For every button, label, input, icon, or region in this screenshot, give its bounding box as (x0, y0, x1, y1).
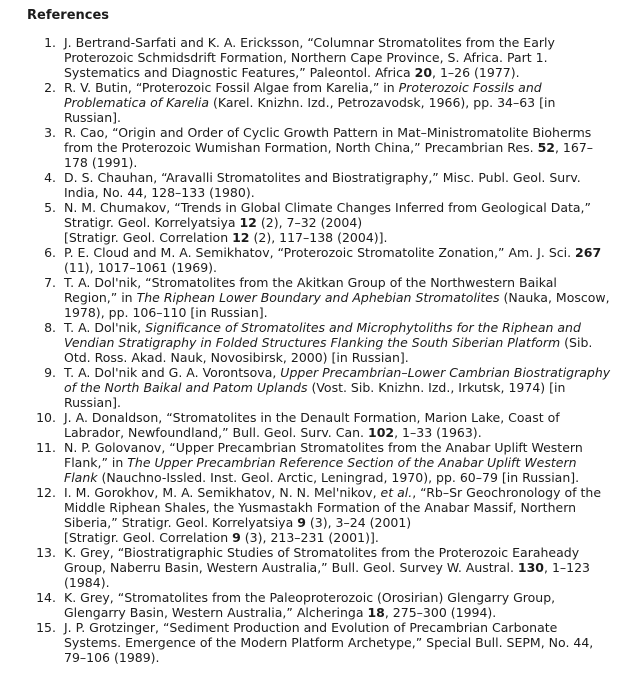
reference-number: 14. (36, 590, 56, 605)
reference-item (35, 80, 617, 125)
reference-segment: , 275–300 (1994). (384, 605, 497, 620)
reference-segment: K. Grey, “Biostratigraphic Studies of Stromatolites from the Proterozoic Earaheady Group, Naberru Basin, Western Australia,” Bull. Geol. Survey W. Austral. (64, 545, 580, 575)
reference-segment: (Karel. Knizhn. Izd., Petrozavodsk, 1966), pp. 34–63 [in Russian]. (64, 95, 556, 125)
reference-segment: P. E. Cloud and M. A. Semikhatov, “Proterozoic Stromatolite Zonation,” Am. J. Sci. (64, 245, 576, 260)
reference-item (35, 200, 617, 245)
reference-segment: (Vost. Sib. Knizhn. Izd., Irkutsk, 1974) [in Russian]. (64, 380, 566, 410)
reference-segment: , 1–33 (1963). (394, 425, 482, 440)
reference-item (35, 440, 617, 485)
reference-item (35, 545, 617, 590)
reference-segment: N. M. Chumakov, “Trends in Global Climate Changes Inferred from Geological Data,” Stratigr. Geol. Korrelyatsiya (64, 200, 592, 230)
reference-segment: (Sib. Otd. Ross. Akad. Nauk, Novosibirsk, 2000) [in Russian]. (64, 335, 593, 365)
reference-item (35, 365, 617, 410)
reference-text (56, 125, 612, 170)
reference-segment: T. A. Dol'nik, (64, 320, 146, 335)
reference-segment: , 1–123 (1984). (64, 560, 591, 590)
reference-segment: (2), 117–138 (2004)]. (249, 230, 388, 245)
reference-text (56, 200, 612, 245)
reference-segment: , “Rb–Sr Geochronology of the Middle Riphean Shales, the Yusmastakh Formation of the Anabar Massif, Northern Siberia,” Stratigr. Geol. Korrelyatsiya (64, 485, 602, 530)
reference-text (56, 365, 612, 410)
reference-number: 6. (44, 245, 56, 260)
reference-segment: et al. (380, 485, 413, 500)
reference-segment: [Stratigr. Geol. Correlation (64, 530, 233, 545)
reference-number: 4. (44, 170, 56, 185)
reference-segment: K. Grey, “Stromatolites from the Paleoproterozoic (Orosirian) Glengarry Group, Glengarry Basin, Western Australia,” Alcheringa (64, 590, 556, 620)
reference-number: 9. (44, 365, 56, 380)
reference-text (56, 245, 612, 275)
reference-segment: J. P. Grotzinger, “Sediment Production and Evolution of Precambrian Carbonate Systems. Emergence of the Modern Platform Archetype,” Special Bull. SEPM, No. 44, 79–106 (1989). (64, 620, 594, 665)
reference-number: 5. (44, 200, 56, 215)
reference-item (35, 275, 617, 320)
reference-text (56, 80, 612, 125)
reference-segment: (Nauchno-Issled. Inst. Geol. Arctic, Leningrad, 1970), pp. 60–79 [in Russian]. (97, 470, 580, 485)
reference-text (56, 35, 612, 80)
reference-item (35, 125, 617, 170)
reference-item (35, 485, 617, 545)
reference-item (35, 410, 617, 440)
reference-segment: 9 (297, 515, 306, 530)
reference-segment: (2), 7–32 (2004) (256, 215, 363, 230)
reference-item (35, 245, 617, 275)
reference-item (35, 35, 617, 80)
reference-segment: Upper Precambrian–Lower Cambrian Biostratigraphy of the North Baikal and Patom Uplands (64, 365, 611, 395)
reference-number: 13. (36, 545, 56, 560)
reference-segment: D. S. Chauhan, “Aravalli Stromatolites and Biostratigraphy,” Misc. Publ. Geol. Surv. India, No. 44, 128–133 (1980). (64, 170, 581, 200)
reference-segment: 102 (368, 425, 395, 440)
reference-item (35, 170, 617, 200)
reference-text (56, 275, 612, 320)
reference-text (56, 410, 612, 440)
reference-segment: The Riphean Lower Boundary and Aphebian Stromatolites (136, 290, 500, 305)
reference-segment: Proterozoic Fossils and Problematica of Karelia (64, 80, 542, 110)
reference-text (56, 620, 612, 665)
page-title: References (27, 8, 110, 23)
reference-segment: 12 (239, 215, 257, 230)
reference-text (56, 320, 612, 365)
reference-number: 11. (36, 440, 56, 455)
reference-number: 15. (36, 620, 56, 635)
reference-text (56, 545, 612, 590)
reference-segment: I. M. Gorokhov, M. A. Semikhatov, N. N. Mel'nikov, (64, 485, 381, 500)
reference-segment: (Nauka, Moscow, 1978), pp. 106–110 [in Russian]. (64, 290, 610, 320)
reference-segment: 18 (367, 605, 385, 620)
reference-segment: The Upper Precambrian Reference Section of the Anabar Uplift Western Flank (64, 455, 577, 485)
reference-item (35, 320, 617, 365)
reference-segment: , 167–178 (1991). (64, 140, 594, 170)
reference-segment: (3), 3–24 (2001) (305, 515, 412, 530)
reference-segment: N. P. Golovanov, “Upper Precambrian Stromatolites from the Anabar Uplift Western Flank,” in (64, 440, 583, 470)
reference-text (56, 485, 612, 545)
reference-number: 8. (44, 320, 56, 335)
reference-segment: 12 (232, 230, 250, 245)
reference-item (35, 620, 617, 665)
reference-number: 7. (44, 275, 56, 290)
reference-segment: 9 (232, 530, 241, 545)
reference-segment: 267 (575, 245, 602, 260)
reference-segment: Significance of Stromatolites and Microphytoliths for the Riphean and Vendian Stratigraphy in Folded Structures Flanking the South Siberian Platform (64, 320, 581, 350)
reference-text (56, 170, 612, 200)
reference-segment: J. A. Donaldson, “Stromatolites in the Denault Formation, Marion Lake, Coast of Labrador, Newfoundland,” Bull. Geol. Surv. Can. (64, 410, 560, 440)
reference-number: 2. (44, 80, 56, 95)
reference-number: 3. (44, 125, 56, 140)
reference-number: 10. (36, 410, 56, 425)
reference-item (35, 590, 617, 620)
reference-segment: T. A. Dol'nik and G. A. Vorontsova, (64, 365, 281, 380)
reference-segment: (3), 213–231 (2001)]. (240, 530, 379, 545)
reference-segment: , 1–26 (1977). (432, 65, 520, 80)
reference-segment: J. Bertrand-Sarfati and K. A. Ericksson, “Columnar Stromatolites from the Early Proterozoic Schmidsdrift Formation, Northern Cape Province, S. Africa. Part 1. Systematics and Diagnostic Features,” Paleontol. Africa (64, 35, 555, 80)
reference-text (56, 590, 612, 620)
reference-segment: 20 (414, 65, 433, 80)
reference-segment: R. Cao, “Origin and Order of Cyclic Growth Pattern in Mat–Ministromatolite Bioherms from the Proterozoic Wumishan Formation, North China,” Precambrian Res. (64, 125, 592, 155)
reference-number: 12. (36, 485, 56, 500)
reference-text (56, 440, 612, 485)
reference-segment: (11), 1017–1061 (1969). (64, 260, 217, 275)
references-list (27, 35, 617, 665)
reference-segment: [Stratigr. Geol. Correlation (64, 230, 233, 245)
reference-segment: T. A. Dol'nik, “Stromatolites from the Akitkan Group of the Northwestern Baikal Region,” in (64, 275, 557, 305)
reference-segment: 130 (517, 560, 544, 575)
reference-segment: 52 (537, 140, 555, 155)
reference-number: 1. (44, 35, 56, 50)
reference-segment: R. V. Butin, “Proterozoic Fossil Algae from Karelia,” in (64, 80, 399, 95)
